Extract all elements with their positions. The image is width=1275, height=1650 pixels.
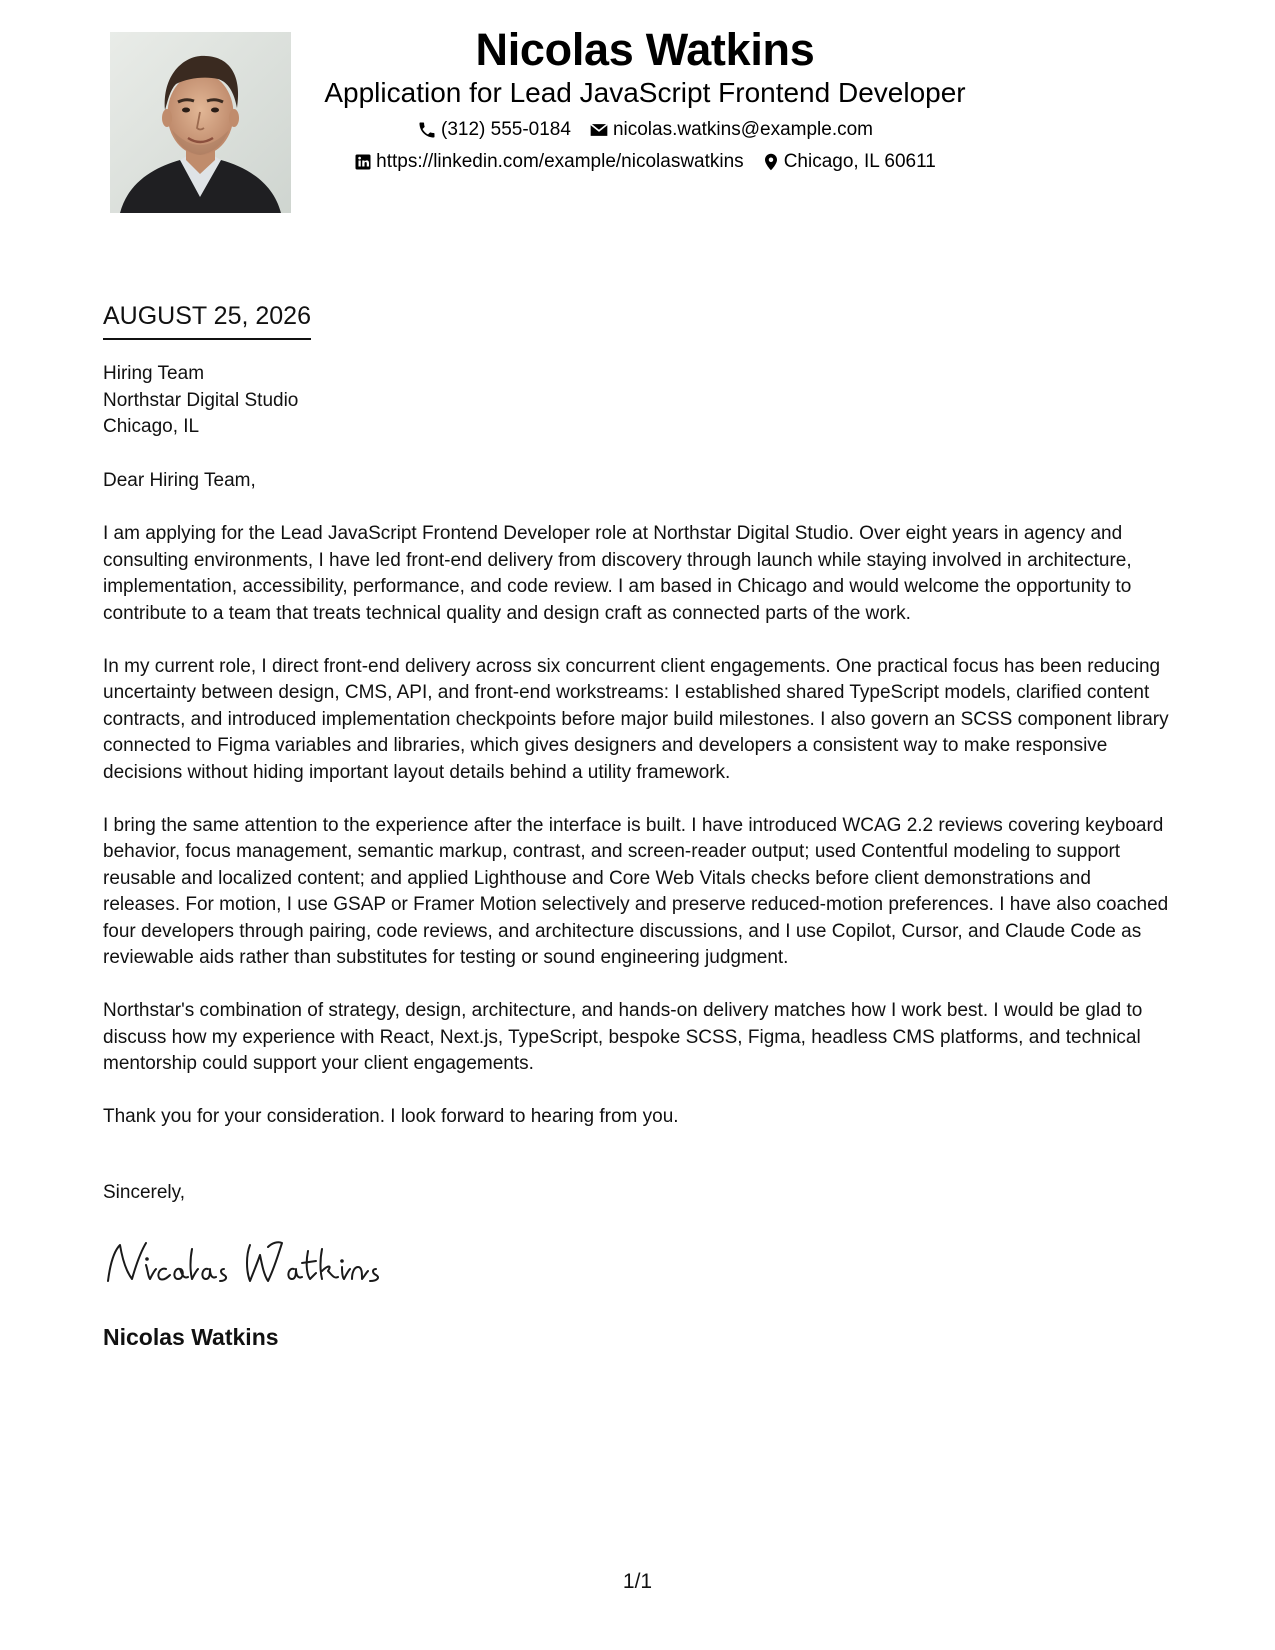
header <box>300 24 990 174</box>
body-paragraph: Northstar's combination of strategy, design, architecture, and hands-on delivery matches how I work best. I would be glad to discuss how my experience with React, Next.js, TypeScript, bespoke SCSS, Figma, headless CMS platforms, and technical mentorship could support your client engagements. <box>103 1000 1143 1074</box>
handwritten-signature <box>100 1235 380 1291</box>
recipient-block <box>103 361 298 441</box>
body-paragraph: Thank you for your consideration. I look forward to hearing from you. <box>103 1106 679 1127</box>
recipient-company: Northstar Digital Studio <box>103 389 299 411</box>
body-paragraph: I am applying for the Lead JavaScript Frontend Developer role at Northstar Digital Studio. Over eight years in agency and consulting environments, I have led front-end delivery from discovery through launch while staying involved in architecture, implementation, accessibility, performance, and code review. I am based in Chicago and would welcome the opportunity to contribute to a team that treats technical quality and design craft as connected parts of the work. <box>103 523 1132 624</box>
linkedin-icon <box>354 153 372 171</box>
contact-location <box>762 150 936 174</box>
contact-phone[interactable] <box>417 118 571 142</box>
greeting: Dear Hiring Team, <box>103 470 256 491</box>
contact-linkedin[interactable] <box>354 150 744 174</box>
signer-name: Nicolas Watkins <box>103 1324 279 1350</box>
phone-number: (312) 555-0184 <box>441 119 571 140</box>
linkedin-url: https://linkedin.com/example/nicolaswatkins <box>376 151 744 172</box>
contact-email[interactable] <box>589 118 873 142</box>
contact-row-secondary <box>300 150 990 174</box>
contact-row-primary <box>300 118 990 142</box>
page-number: 1/1 <box>622 1570 653 1593</box>
body-paragraph: In my current role, I direct front-end delivery across six concurrent client engagements. One practical focus has been reducing uncertainty between design, CMS, API, and front-end workstreams: I established shared TypeScript models, clarified content contracts, and introduced implementation checkpoints before major build milestones. I also govern an SCSS component library connected to Figma variables and libraries, which gives designers and developers a consistent way to make responsive decisions without hiding important layout details behind a utility framework. <box>103 655 1169 783</box>
candidate-name: Nicolas Watkins <box>475 24 815 75</box>
profile-photo-image <box>110 32 291 213</box>
body-paragraph: I bring the same attention to the experience after the interface is built. I have introduced WCAG 2.2 reviews covering keyboard behavior, focus management, semantic markup, contrast, and screen-reader output; used Contentful modeling to support reusable and localized content; and applied Lighthouse and Core Web Vitals checks before client demonstrations and releases. For motion, I use GSAP or Framer Motion selectively and preserve reduced-motion preferences. I have also coached four developers through pairing, code reviews, and architecture discussions, and I use Copilot, Cursor, and Claude Code as reviewable aids rather than substitutes for testing or sound engineering judgment. <box>103 814 1169 968</box>
application-subtitle: Application for Lead JavaScript Frontend Developer <box>324 77 966 108</box>
phone-icon <box>417 120 437 140</box>
closing: Sincerely, <box>103 1182 186 1203</box>
letter-body <box>103 468 1173 1157</box>
location-text: Chicago, IL 60611 <box>783 151 936 172</box>
recipient-line: Hiring Team <box>103 363 205 384</box>
envelope-icon <box>589 120 609 140</box>
profile-photo <box>110 32 291 213</box>
map-pin-icon <box>762 152 780 172</box>
signature-image <box>100 1235 380 1291</box>
recipient-location: Chicago, IL <box>103 416 200 437</box>
email-address: nicolas.watkins@example.com <box>612 119 873 140</box>
letter-date: AUGUST 25, 2026 <box>103 300 311 340</box>
